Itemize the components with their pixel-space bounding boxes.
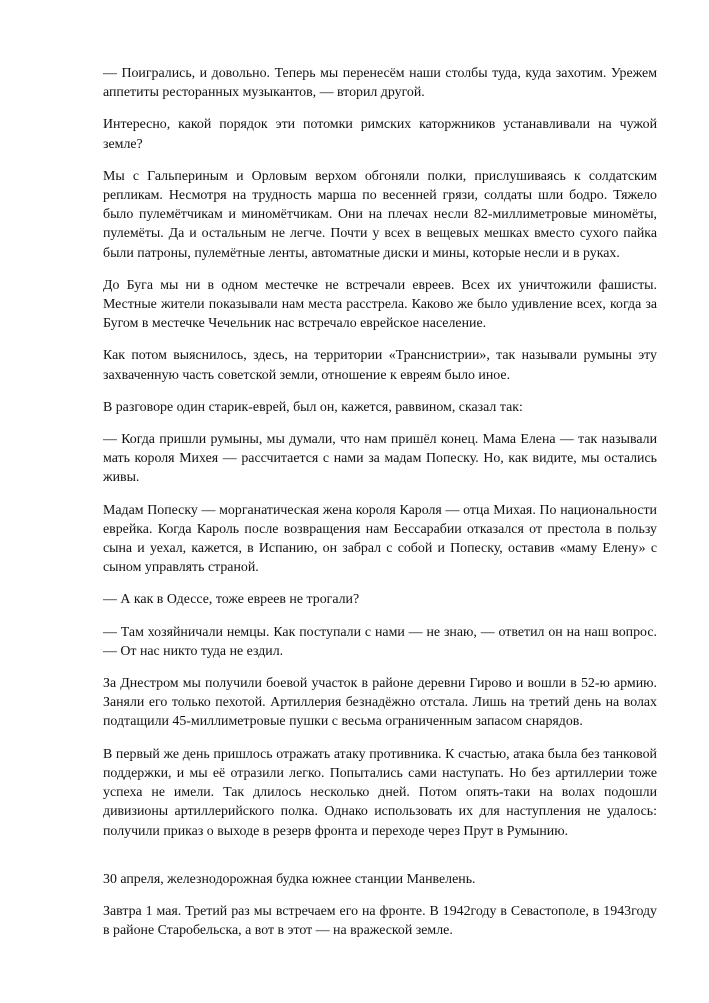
paragraph: В разговоре один старик-еврей, был он, кажется, раввином, сказал так:: [103, 399, 523, 415]
paragraph: Мадам Попеску — морганатическая жена короля Кароля — отца Михая. По национальности еврейка. Когда Кароль после возвращения нам Бессарабии отказался от престола в пользу сына и уехал, кажется, в Испанию, он забрал с собой и Попеску, оставив «маму Елену» с сыном управлять страной.: [103, 502, 657, 576]
paragraph: Интересно, какой порядок эти потомки римских каторжников устанавливали на чужой земле?: [103, 117, 657, 152]
paragraph: Мы с Гальпериным и Орловым верхом обгоняли полки, прислушиваясь к солдатским репликам. Несмотря на трудность марша по весенней грязи, солдаты шли бодро. Тяжело было пулемётчикам и миномётчикам. Они на плечах несли 82-миллиметровые миномёты, пулемёты. Да и остальным не легче. Почти у всех в вещевых мешках вместо сухого пайка были патроны, пулемётные ленты, автоматные диски и мины, которые несли и в руках.: [103, 168, 657, 261]
section-heading: 30 апреля, железнодорожная будка южнее станции Манвелень.: [103, 871, 476, 887]
paragraph: До Буга мы ни в одном местечке не встречали евреев. Всех их уничтожили фашисты. Местные жители показывали нам места расстрела. Каково же было удивление всех, когда за Бугом в местечке Чечельник нас встречало еврейское население.: [103, 277, 657, 332]
paragraph: За Днестром мы получили боевой участок в районе деревни Гирово и вошли в 52-ю армию. Заняли его только пехотой. Артиллерия безнадёжно отстала. Лишь на третий день на волах подтащили 45-миллиметровые пушки с весьма ограниченным запасом снарядов.: [103, 676, 657, 730]
paragraph: Как потом выяснилось, здесь, на территории «Транснистрии», так называли румыны эту захваченную часть советской земли, отношение к евреям было иное.: [103, 348, 657, 383]
paragraph: Завтра 1 мая. Третий раз мы встречаем его на фронте. В 1942году в Севастополе, в 1943году в районе Старобельска, а вот в этот — на вражеской земле.: [103, 903, 657, 939]
paragraph: В первый же день пришлось отражать атаку противника. К счастью, атака была без танковой поддержки, и мы её отразили легко. Попытались сами наступать. Но без артиллерии тоже успеха не имели. Так длилось несколько дней. Потом опять-таки на волах подошли дивизионы артиллерийского полка. Однако использовать их для наступления не удалось: получили приказ о выходе в резерв фронта и переходе через Прут в Румынию.: [103, 746, 657, 839]
document-body: [103, 64, 657, 953]
paragraph: — Поигрались, и довольно. Теперь мы перенесём наши столбы туда, куда захотим. Урежем аппетиты ресторанных музыкантов, — вторил другой.: [103, 66, 657, 101]
paragraph: — Там хозяйничали немцы. Как поступали с нами — не знаю, — ответил он на наш вопрос. — От нас никто туда не ездил.: [103, 624, 657, 659]
paragraph: — А как в Одессе, тоже евреев не трогали?: [103, 592, 360, 608]
paragraph: — Когда пришли румыны, мы думали, что нам пришёл конец. Мама Елена — так называли мать короля Михея — рассчитается с нами за мадам Попеску. Но, как видите, мы остались живы.: [103, 432, 657, 486]
